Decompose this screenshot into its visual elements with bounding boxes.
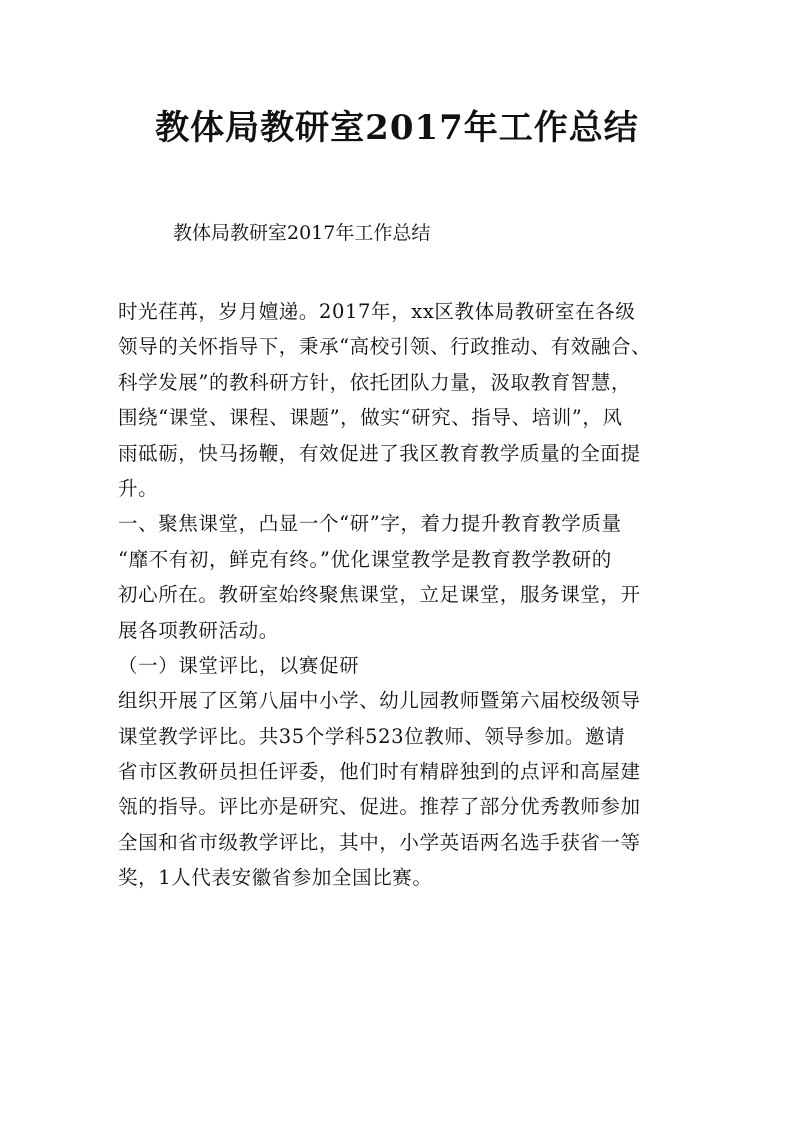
body-line: 省市区教研员担任评委，他们时有精辟独到的点评和高屋建 <box>118 760 641 784</box>
body-line: 组织开展了区第八届中小学、幼儿园教师暨第六届校级领导 <box>118 689 641 713</box>
document-subtitle: 教体局教研室2017年工作总结 <box>173 222 431 244</box>
document-body <box>118 294 684 896</box>
body-line: 领导的关怀指导下，秉承“高校引领、行政推动、有效融合、 <box>118 335 652 359</box>
body-line: 瓴的指导。评比亦是研究、促进。推荐了部分优秀教师参加 <box>118 795 641 819</box>
body-line: 展各项教研活动。 <box>118 618 279 642</box>
body-line: 时光荏苒，岁月嬗递。2017年，xx区教体局教研室在各级 <box>118 300 636 323</box>
body-line: 雨砥砺，快马扬鞭，有效促进了我区教育教学质量的全面提 <box>118 441 641 465</box>
body-line: 课堂教学评比。共35个学科523位教师、领导参加。邀请 <box>118 724 626 748</box>
body-line: 升。 <box>118 476 159 500</box>
body-line: 科学发展”的教科研方针，依托团队力量，汲取教育智慧， <box>118 370 632 394</box>
body-line: 初心所在。教研室始终聚焦课堂，立足课堂，服务课堂，开 <box>118 583 641 607</box>
subsection-heading: （一）课堂评比，以赛促研 <box>118 653 360 677</box>
body-line: “靡不有初，鲜克有终。”优化课堂教学是教育教学教研的 <box>118 547 612 571</box>
document-title: 教体局教研室2017年工作总结 <box>155 108 639 148</box>
section-heading: 一、聚焦课堂，凸显一个“研”字，着力提升教育教学质量 <box>118 512 622 536</box>
body-line: 全国和省市级教学评比，其中，小学英语两名选手获省一等 <box>118 830 641 854</box>
body-line: 围绕“课堂、课程、课题”，做实“研究、指导、培训”，风 <box>118 406 623 430</box>
body-line: 奖，1人代表安徽省参加全国比赛。 <box>118 866 433 890</box>
